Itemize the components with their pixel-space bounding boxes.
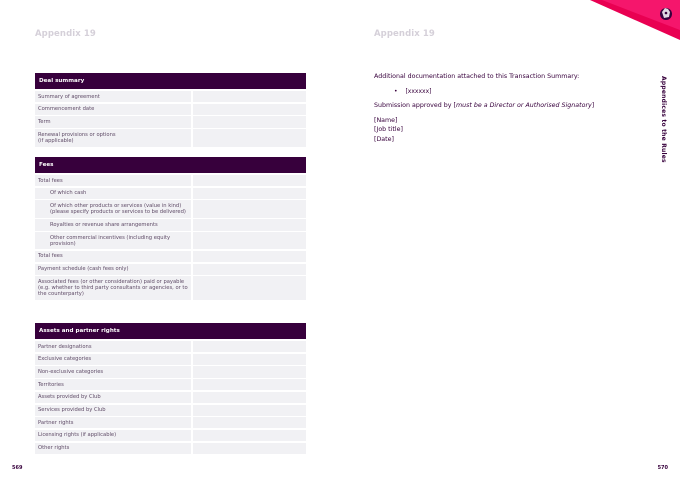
row-value-cell [193,379,307,390]
row-label: Other commercial incentives (including equity provision) [35,232,191,249]
row-label: Renewal provisions or options (if applicable) [35,129,191,146]
row-label: Total fees [35,251,191,262]
row-value-cell [193,341,307,352]
row-label: Total fees [35,175,191,186]
row-value-cell [193,392,307,403]
section-rows [35,341,306,454]
table-row [35,104,306,115]
table-row [35,379,306,390]
corner-decoration [590,0,680,40]
table-row [35,443,306,454]
row-label: Of which cash [35,188,191,199]
side-title: Appendices to the Rules [660,76,667,163]
row-label: Partner designations [35,341,191,352]
row-label: Commencement date [35,104,191,115]
section-header: Fees [35,157,306,173]
section-header: Assets and partner rights [35,323,306,339]
table-row [35,392,306,403]
row-value-cell [193,405,307,416]
left-page-heading: Appendix 19 [35,29,96,39]
row-label: Other rights [35,443,191,454]
premier-league-lion-logo-icon [660,8,672,20]
right-page-heading: Appendix 19 [374,29,435,39]
deal-summary-section [35,73,306,148]
row-value-cell [193,264,307,275]
table-row [35,129,306,146]
row-label: Royalties or revenue share arrangements [35,219,191,230]
table-row [35,417,306,428]
left-page-number: 569 [12,465,23,471]
row-value-cell [193,129,307,146]
section-header: Deal summary [35,73,306,89]
row-value-cell [193,417,307,428]
row-value-cell [193,276,307,300]
row-value-cell [193,232,307,249]
row-value-cell [193,443,307,454]
table-row [35,276,306,300]
table-row [35,430,306,441]
table-row [35,91,306,102]
table-row [35,405,306,416]
row-value-cell [193,366,307,377]
table-row [35,188,306,199]
table-row [35,116,306,127]
table-row [35,354,306,365]
job-title-placeholder: [Job title] [374,126,403,133]
row-value-cell [193,430,307,441]
approval-prefix: Submission approved by [ [374,102,456,109]
row-label: Services provided by Club [35,405,191,416]
assets-partner-rights-section [35,323,306,455]
row-value-cell [193,219,307,230]
row-value-cell [193,116,307,127]
row-label: Non-exclusive categories [35,366,191,377]
fees-section [35,157,306,301]
row-value-cell [193,354,307,365]
row-value-cell [193,91,307,102]
row-value-cell [193,251,307,262]
additional-docs-text: Additional documentation attached to this Transaction Summary: [374,73,580,80]
table-row [35,251,306,262]
section-rows [35,175,306,300]
approval-italic: must be a Director or Authorised Signatory [455,102,592,109]
row-label: Summary of agreement [35,91,191,102]
bullet-icon: • [394,88,398,95]
table-row [35,232,306,249]
row-label: Licensing rights (if applicable) [35,430,191,441]
row-value-cell [193,200,307,217]
bullet-item: [xxxxxx] [405,88,432,95]
row-label: Exclusive categories [35,354,191,365]
row-label: Territories [35,379,191,390]
name-placeholder: [Name] [374,117,398,124]
row-label: Partner rights [35,417,191,428]
table-row [35,366,306,377]
right-page-number: 570 [657,465,668,471]
approval-text [374,102,594,110]
row-value-cell [193,188,307,199]
table-row [35,264,306,275]
table-row [35,219,306,230]
row-label: Payment schedule (cash fees only) [35,264,191,275]
row-label: Term [35,116,191,127]
bullet-list [394,88,431,95]
row-value-cell [193,175,307,186]
section-rows [35,91,306,147]
date-placeholder: [Date] [374,136,394,143]
table-row [35,341,306,352]
row-value-cell [193,104,307,115]
approval-suffix: ] [591,102,595,109]
table-row [35,200,306,217]
row-label: Of which other products or services (value in kind) (please specify products or services to be delivered) [35,200,191,217]
row-label: Assets provided by Club [35,392,191,403]
table-row [35,175,306,186]
row-label: Associated fees (or other consideration) paid or payable (e.g. whether to third party consultants or agencies, or to the counterparty) [35,276,191,300]
